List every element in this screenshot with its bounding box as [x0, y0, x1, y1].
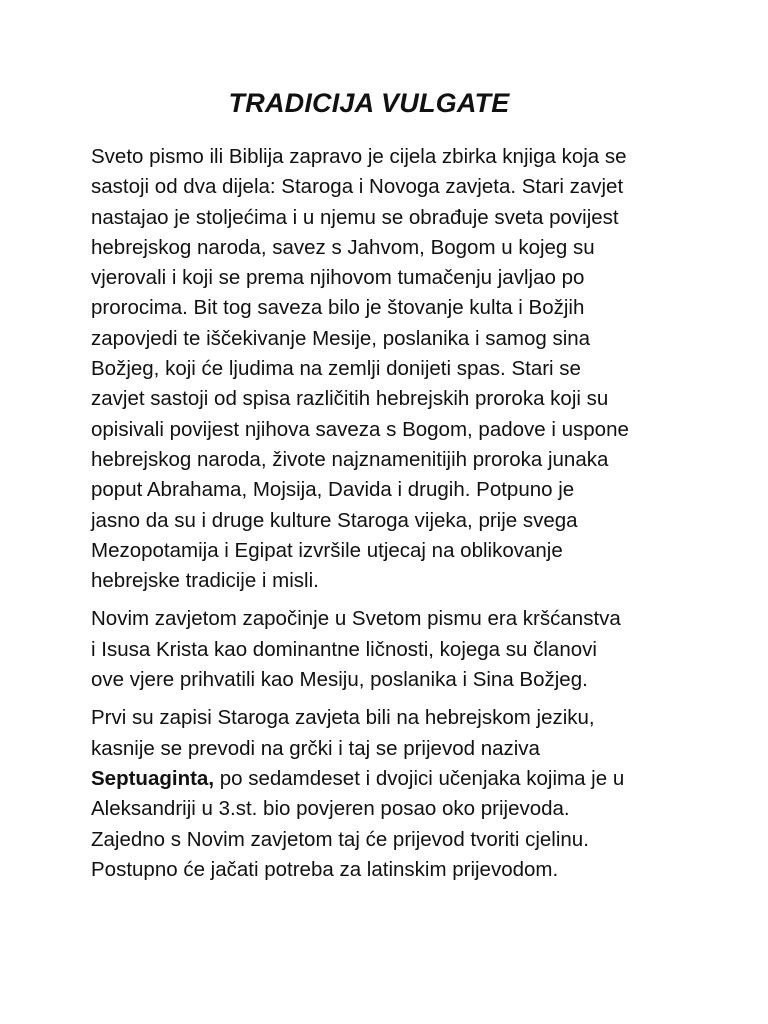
- document-body: [91, 142, 691, 885]
- paragraph-line: Božjeg, koji će ljudima na zemlji donijeti spas. Stari se: [91, 357, 581, 381]
- paragraph-line: prorocima. Bit tog saveza bilo je štovanje kulta i Božjih: [91, 296, 585, 320]
- inline-text: po sedamdeset i dvojici učenjaka kojima je u: [214, 766, 625, 790]
- paragraph-line: Novim zavjetom započinje u Svetom pismu era kršćanstva: [91, 607, 621, 631]
- paragraph-line: Zajedno s Novim zavjetom taj će prijevod tvoriti cjelinu.: [91, 827, 589, 851]
- paragraph-line: i Isusa Krista kao dominantne ličnosti, kojega su članovi: [91, 637, 597, 661]
- paragraph-1: [91, 142, 691, 596]
- paragraph-line: vjerovali i koji se prema njihovom tumačenju javljao po: [91, 266, 585, 290]
- paragraph-line: Aleksandriji u 3.st. bio povjeren posao oko prijevoda.: [91, 797, 570, 821]
- paragraph-line: opisivali povijest njihova saveza s Bogom, padove i uspone: [91, 417, 629, 441]
- bold-term-septuaginta: Septuaginta,: [91, 766, 215, 790]
- paragraph-line-mixed: [91, 764, 691, 794]
- paragraph-line: kasnije se prevodi na grčki i taj se prijevod naziva: [91, 736, 540, 760]
- paragraph-line: hebrejskog naroda, savez s Jahvom, Bogom u kojeg su: [91, 235, 595, 259]
- paragraph-3: [91, 703, 691, 885]
- paragraph-line: sastoji od dva dijela: Staroga i Novoga zavjeta. Stari zavjet: [91, 175, 624, 199]
- paragraph-line: jasno da su i druge kulture Staroga vijeka, prije svega: [91, 508, 578, 532]
- paragraph-line: hebrejskog naroda, živote najznamenitijih proroka junaka: [91, 447, 609, 471]
- paragraph-line: Mezopotamija i Egipat izvršile utjecaj na oblikovanje: [91, 538, 563, 562]
- paragraph-line: hebrejske tradicije i misli.: [91, 569, 319, 593]
- paragraph-line: Prvi su zapisi Staroga zavjeta bili na hebrejskom jeziku,: [91, 706, 595, 730]
- paragraph-line: poput Abrahama, Mojsija, Davida i drugih. Potpuno je: [91, 478, 575, 502]
- paragraph-line: zavjet sastoji od spisa različitih hebrejskih proroka koji su: [91, 387, 609, 411]
- paragraph-line: zapovjedi te iščekivanje Mesije, poslanika i samog sina: [91, 326, 591, 350]
- paragraph-line: Sveto pismo ili Biblija zapravo je cijela zbirka knjiga koja se: [91, 145, 627, 168]
- document-title: TRADICIJA VULGATE: [228, 88, 510, 118]
- paragraph-2: [91, 604, 691, 695]
- paragraph-line: nastajao je stoljećima i u njemu se obrađuje sveta povijest: [91, 205, 619, 229]
- paragraph-line: Postupno će jačati potreba za latinskim prijevodom.: [91, 857, 559, 881]
- paragraph-line: ove vjere prihvatili kao Mesiju, poslanika i Sina Božjeg.: [91, 668, 588, 692]
